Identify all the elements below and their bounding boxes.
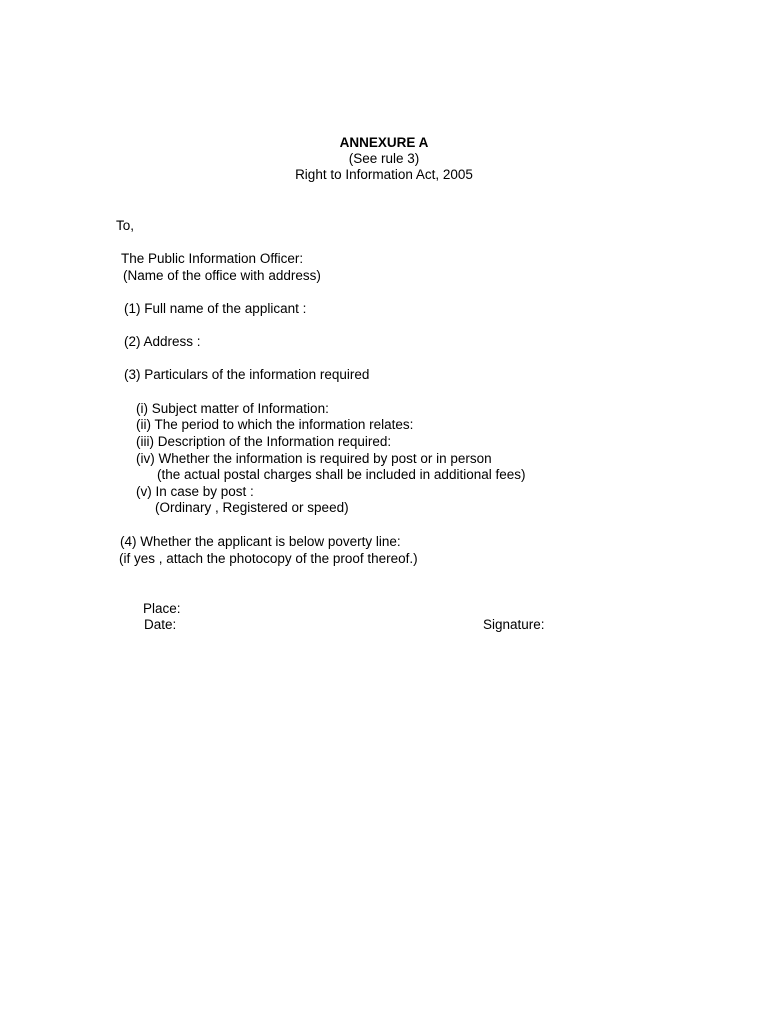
item-particulars: (3) Particulars of the information required [124, 367, 370, 382]
sub-item-iv-note: (the actual postal charges shall be included in additional fees) [157, 467, 526, 482]
item-poverty: (4) Whether the applicant is below poverty line: [120, 534, 401, 549]
sub-item-v: (v) In case by post : [136, 484, 254, 499]
sub-item-ii: (ii) The period to which the information relates: [136, 417, 414, 432]
annexure-title: ANNEXURE A [339, 135, 429, 150]
item-address: (2) Address : [124, 334, 201, 349]
office-line: (Name of the office with address) [123, 268, 321, 283]
officer-line: The Public Information Officer: [121, 251, 304, 266]
date-label: Date: [144, 617, 177, 632]
salutation: To, [116, 218, 135, 233]
place-label: Place: [143, 601, 181, 616]
sub-item-iii: (iii) Description of the Information required: [136, 434, 392, 449]
sub-item-v-note: (Ordinary , Registered or speed) [155, 500, 349, 515]
sub-item-i: (i) Subject matter of Information: [136, 401, 329, 416]
rule-reference: (See rule 3) [348, 151, 420, 166]
sub-item-iv: (iv) Whether the information is required by post or in person [136, 451, 492, 466]
item-full-name: (1) Full name of the applicant : [124, 301, 307, 316]
signature-label: Signature: [483, 617, 545, 632]
item-poverty-note: (if yes , attach the photocopy of the proof thereof.) [119, 551, 418, 566]
act-name: Right to Information Act, 2005 [295, 167, 473, 182]
